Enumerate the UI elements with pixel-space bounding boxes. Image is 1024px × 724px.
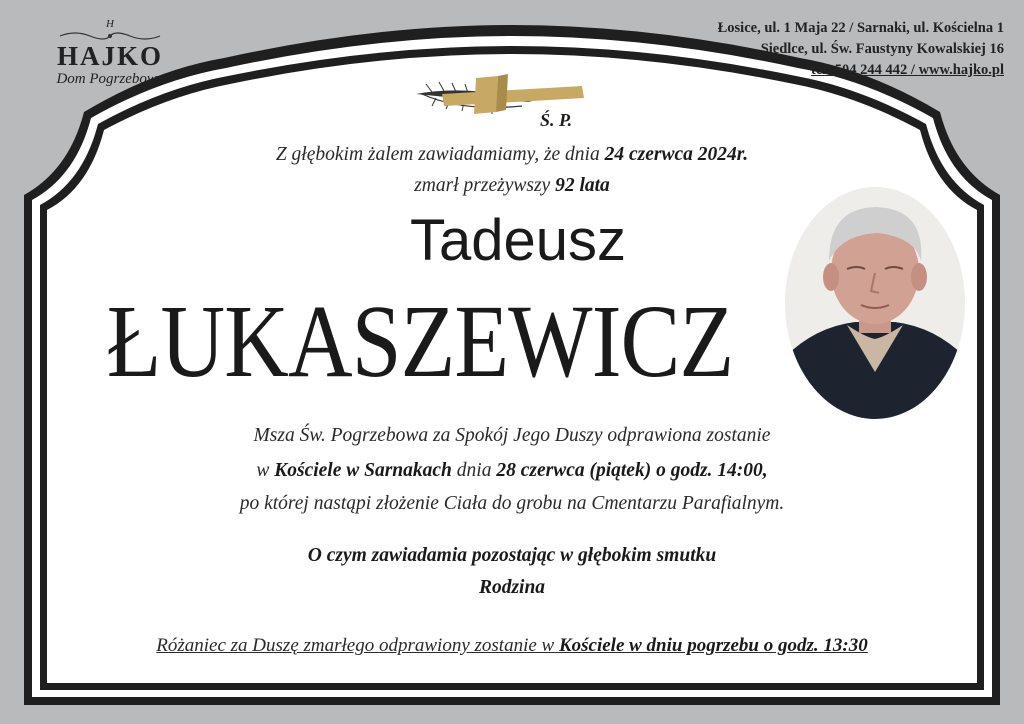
rosary-emphasis: Kościele w dniu pogrzebu o godz. 13:30	[558, 635, 868, 656]
intro-text: Z głębokim żalem zawiadamiamy, że dnia	[275, 144, 600, 165]
mass-line-2-pre: w	[256, 460, 270, 481]
mass-line-3: po której nastąpi złożenie Ciała do grobu na Cmentarzu Parafialnym.	[239, 493, 785, 514]
announcement-intro	[0, 144, 1024, 166]
contact-info	[718, 18, 1004, 81]
first-name: Tadeusz	[409, 208, 627, 273]
closing-signature: Rodzina	[478, 577, 546, 598]
age-text: zmarł przeżywszy	[414, 175, 551, 196]
logo-monogram: H	[106, 18, 114, 30]
death-date: 24 czerwca 2024r.	[604, 144, 749, 165]
church-name: Kościele w Sarnakach	[274, 460, 452, 481]
rosary-notice	[0, 635, 1024, 657]
funeral-home-logo	[30, 18, 190, 88]
contact-addresses-2: Siedlce, ul. Św. Faustyny Kowalskiej 16	[760, 41, 1004, 57]
mass-date-time: 28 czerwca (piątek) o godz. 14:00,	[496, 460, 768, 481]
closing-notice: O czym zawiadamia pozostając w głębokim smutku	[307, 545, 717, 566]
logo-name: HAJKO	[56, 41, 163, 71]
contact-addresses-1: Łosice, ul. 1 Maja 22 / Sarnaki, ul. Kościelna 1	[717, 20, 1004, 36]
surname: ŁUKASZEWICZ	[106, 284, 734, 399]
age-value: 92 lata	[555, 175, 610, 196]
rosary-text: Różaniec za Duszę zmarłego odprawiony zostanie w	[156, 635, 555, 656]
mass-line-1: Msza Św. Pogrzebowa za Spokój Jego Duszy odprawiona zostanie	[253, 425, 771, 446]
mass-line-2-mid: dnia	[456, 460, 492, 481]
portrait-image	[785, 187, 965, 419]
mass-line-2	[0, 460, 1024, 482]
contact-phone-web[interactable]: tel: 504 244 442 / www.hajko.pl	[811, 62, 1004, 78]
portrait-photo	[785, 187, 965, 419]
sp-label: Ś. P.	[540, 110, 573, 130]
logo-subtitle: Dom Pogrzebowy	[56, 71, 164, 87]
